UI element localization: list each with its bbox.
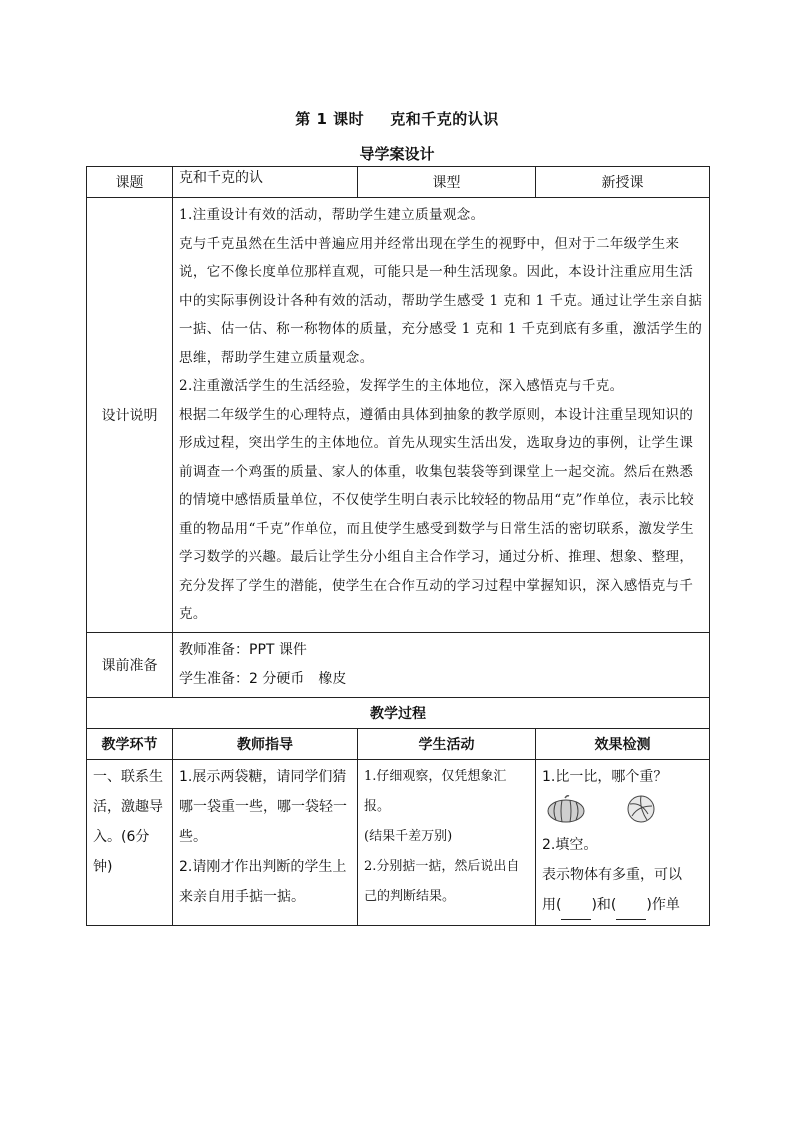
check-item: 表示物体有多重，可以 xyxy=(542,866,682,883)
stage-text: 一、联系生活，激趣导入。(6分钟) xyxy=(93,768,163,875)
topic-value: 克和千克的认 xyxy=(173,167,358,198)
topic-label: 课题 xyxy=(87,167,173,198)
lesson-title: 克和千克的认识 xyxy=(390,110,499,128)
design-paragraph: 克与千克虽然在生活中普遍应用并经常出现在学生的视野中，但对于二年级学生来说，它不像长度单位那样直观，可能只是一种生活现象。因此，本设计注重应用生活中的实际事例设计各种有效的活动，帮助学生感受 1 克和 1 千克。通过让学生亲自掂一掂、估一估、称一称物体的质量，充分感受 1 克和 1 千克到底有多重，激活学生的思维，帮助学生建立质量观念。 xyxy=(179,235,703,366)
student-step: (结果千差万别) xyxy=(364,828,453,844)
prep-label: 课前准备 xyxy=(87,632,173,697)
student-activity-cell xyxy=(358,759,536,925)
prep-row xyxy=(87,632,710,697)
answer-blank[interactable] xyxy=(561,905,591,920)
teacher-guidance-cell xyxy=(173,759,358,925)
design-label: 设计说明 xyxy=(87,198,173,633)
teacher-step: 2.请刚才作出判断的学生上来亲自用手掂一掂。 xyxy=(179,858,347,905)
type-value: 新授课 xyxy=(536,167,710,198)
student-step: 1.仔细观察，仅凭想象汇报。 xyxy=(364,768,507,814)
student-prep: 学生准备：2 分硬币 橡皮 xyxy=(179,670,347,687)
compare-images xyxy=(542,792,703,830)
page-title xyxy=(0,108,794,129)
type-label: 课型 xyxy=(358,167,536,198)
lesson-plan-table xyxy=(86,166,710,926)
process-header-row xyxy=(87,728,710,759)
fill-text: )作单 xyxy=(646,896,680,913)
fill-text: 用( xyxy=(542,896,562,913)
page-subtitle: 导学案设计 xyxy=(359,145,435,163)
prep-content xyxy=(173,632,710,697)
column-header: 效果检测 xyxy=(536,728,710,759)
pumpkin-icon xyxy=(546,794,586,828)
check-item: 1.比一比，哪个重？ xyxy=(542,768,668,785)
teacher-prep: 教师准备：PPT 课件 xyxy=(179,641,307,658)
process-title: 教学过程 xyxy=(87,697,710,728)
design-text xyxy=(173,198,710,633)
column-header: 教师指导 xyxy=(173,728,358,759)
check-item xyxy=(542,890,703,920)
answer-blank[interactable] xyxy=(616,905,646,920)
process-row xyxy=(87,759,710,925)
fill-text: )和( xyxy=(591,896,617,913)
column-header: 教学环节 xyxy=(87,728,173,759)
teacher-step: 1.展示两袋糖，请同学们猜哪一袋重一些，哪一袋轻一些。 xyxy=(179,768,347,845)
column-header: 学生活动 xyxy=(358,728,536,759)
process-title-row xyxy=(87,697,710,728)
stage-cell xyxy=(87,759,173,925)
meta-row xyxy=(87,167,710,198)
design-paragraph: 2.注重激活学生的生活经验，发挥学生的主体地位，深入感悟克与千克。 xyxy=(179,378,624,394)
design-paragraph: 根据二年级学生的心理特点，遵循由具体到抽象的教学原则，本设计注重呈现知识的形成过程，突出学生的主体地位。首先从现实生活出发，选取身边的事例，让学生课前调查一个鸡蛋的质量、家人的体重，收集包装袋等到课堂上一起交流。然后在熟悉的情境中感悟质量单位，不仅使学生明白表示比较轻的物品用“克”作单位，表示比较重的物品用“千克”作单位，而且使学生感受到数学与日常生活的密切联系，激发学生学习数学的兴趣。最后让学生分小组自主合作学习，通过分析、推理、想象、整理，充分发挥了学生的潜能，使学生在合作互动的学习过程中掌握知识，深入感悟克与千克。 xyxy=(179,406,695,622)
design-paragraph: 1.注重设计有效的活动，帮助学生建立质量观念。 xyxy=(179,207,485,223)
check-item: 2.填空。 xyxy=(542,836,598,853)
effect-check-cell xyxy=(536,759,710,925)
volleyball-icon xyxy=(626,794,656,828)
lesson-number: 第 1 课时 xyxy=(295,110,365,128)
student-step: 2.分别掂一掂，然后说出自己的判断结果。 xyxy=(364,858,520,904)
design-row xyxy=(87,198,710,633)
